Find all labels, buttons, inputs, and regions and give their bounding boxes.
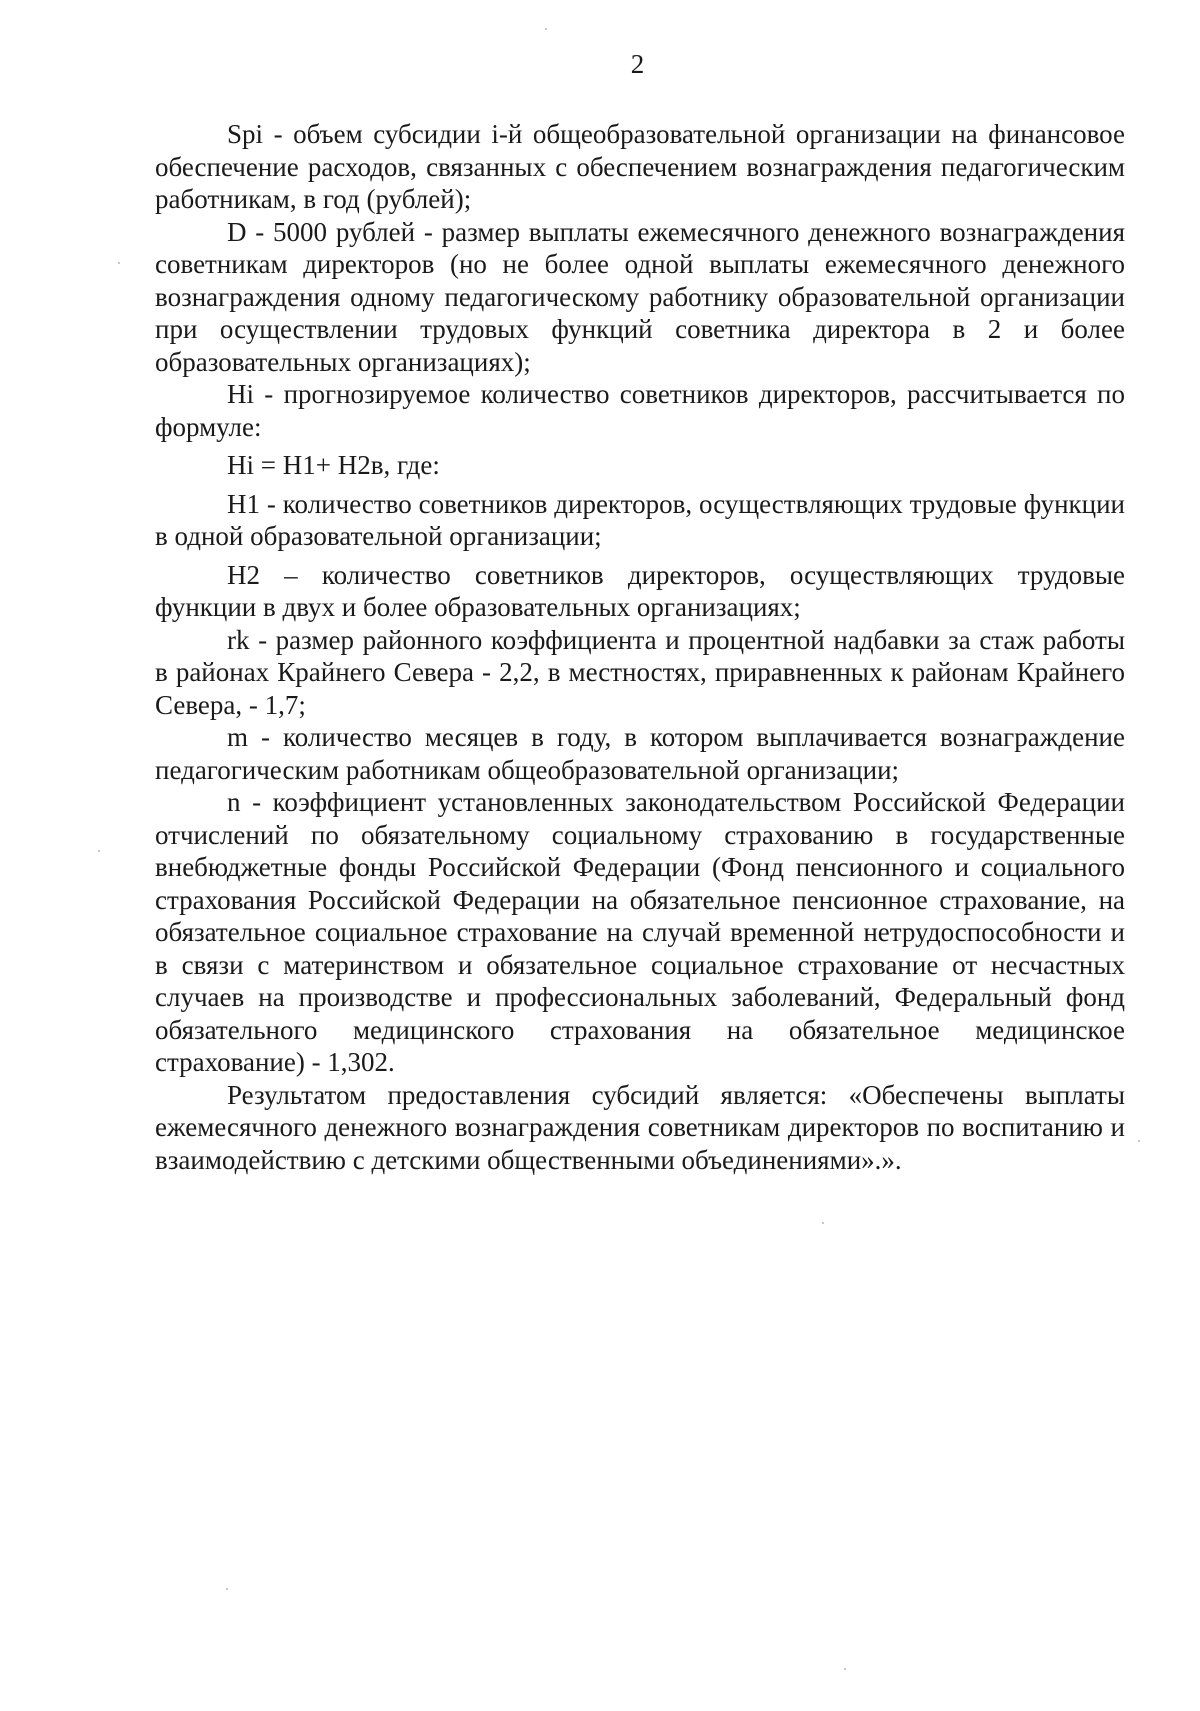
paragraph-m-definition: m - количество месяцев в году, в котором выплачивается вознаграждение педагогическим работникам общеобразовательной организации; — [155, 722, 1125, 785]
document-body — [155, 118, 1125, 1176]
scan-speck — [822, 1222, 824, 1224]
paragraph-d-definition: D - 5000 рублей - размер выплаты ежемесячного денежного вознаграждения советникам директоров (но не более одной выплаты ежемесячного денежного вознаграждения одному педагогическому работнику образовательной организации при осуществлении трудовых функций советника директора в 2 и более образовательных организациях); — [155, 216, 1125, 377]
scan-speck — [98, 850, 100, 852]
paragraph-hi-formula: Hi = H1+ H2в, где: — [227, 450, 440, 480]
paragraph-result: Результатом предоставления субсидий является: «Обеспечены выплаты ежемесячного денежного вознаграждения советникам директоров по воспитанию и взаимодействию с детскими общественными объединениями».». — [155, 1079, 1125, 1175]
paragraph-h2-definition: H2 – количество советников директоров, осуществляющих трудовые функции в двух и более образовательных организациях; — [155, 559, 1125, 622]
scan-speck — [118, 262, 120, 264]
page-number: 2 — [630, 49, 645, 79]
scan-speck — [545, 28, 547, 30]
paragraph-n-definition: n - коэффициент установленных законодательством Российской Федерации отчислений по обязательному социальному страхованию в государственные внебюджетные фонды Российской Федерации (Фонд пенсионного и социального страхования Российской Федерации на обязательное пенсионное страхование, на обязательное социальное страхование на случай временной нетрудоспособности и в связи с материнством и обязательное социальное страхование от несчастных случаев на производстве и профессиональных заболеваний, Федеральный фонд обязательного медицинского страхования на обязательное медицинское страхование) - 1,302. — [155, 787, 1125, 1077]
scan-speck — [844, 1668, 846, 1670]
scan-speck — [226, 1588, 228, 1590]
scan-speck — [1138, 1140, 1140, 1142]
paragraph-spi-definition: Spi - объем субсидии i-й общеобразовательной организации на финансовое обеспечение расходов, связанных с обеспечением вознаграждения педагогическим работникам, в год (рублей); — [155, 119, 1125, 214]
paragraph-h1-definition: H1 - количество советников директоров, осуществляющих трудовые функции в одной образовательной организации; — [155, 488, 1125, 551]
paragraph-rk-definition: rk - размер районного коэффициента и процентной надбавки за стаж работы в районах Крайнего Севера - 2,2, в местностях, приравненных к районам Крайнего Севера, - 1,7; — [155, 624, 1125, 720]
paragraph-hi-definition: Hi - прогнозируемое количество советников директоров, рассчитывается по формуле: — [155, 379, 1125, 442]
